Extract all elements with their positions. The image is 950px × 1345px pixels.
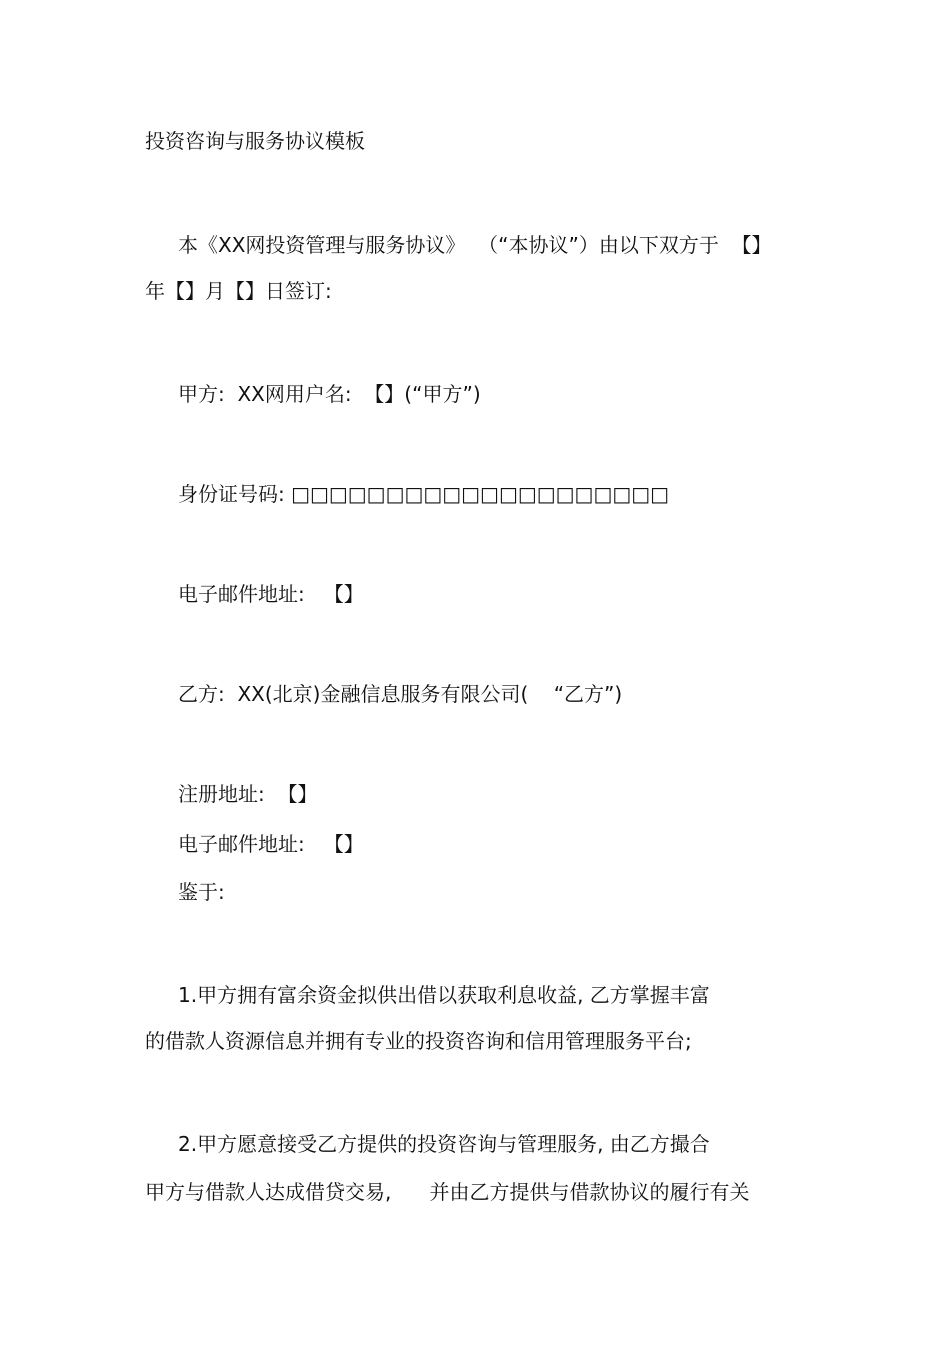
document-title: 投资咨询与服务协议模板: [145, 129, 365, 153]
clause-2-line-1: 2.甲方愿意接受乙方提供的投资咨询与管理服务, 由乙方撮合: [178, 1132, 710, 1156]
party-a-id-number: 身份证号码: □□□□□□□□□□□□□□□□□□□□: [178, 482, 670, 506]
whereas-heading: 鉴于:: [178, 880, 225, 904]
party-b-address: 注册地址: 【】: [178, 782, 318, 806]
party-a-name: 甲方: XX网用户名: 【】(“甲方”): [178, 382, 481, 406]
clause-1-line-1: 1.甲方拥有富余资金拟供出借以获取利息收益, 乙方掌握丰富: [178, 983, 710, 1007]
party-a-email: 电子邮件地址: 【】: [178, 582, 364, 606]
intro-line-2: 年【】月【】日签订:: [145, 279, 332, 303]
clause-1-line-2: 的借款人资源信息并拥有专业的投资咨询和信用管理服务平台;: [145, 1029, 692, 1053]
intro-line-1: 本《XX网投资管理与服务协议》 （“本协议”）由以下双方于 【】: [178, 233, 772, 257]
clause-2-line-2: 甲方与借款人达成借贷交易, 并由乙方提供与借款协议的履行有关: [145, 1180, 750, 1204]
party-b-email: 电子邮件地址: 【】: [178, 832, 364, 856]
party-b-name: 乙方: XX(北京)金融信息服务有限公司( “乙方”): [178, 682, 623, 706]
